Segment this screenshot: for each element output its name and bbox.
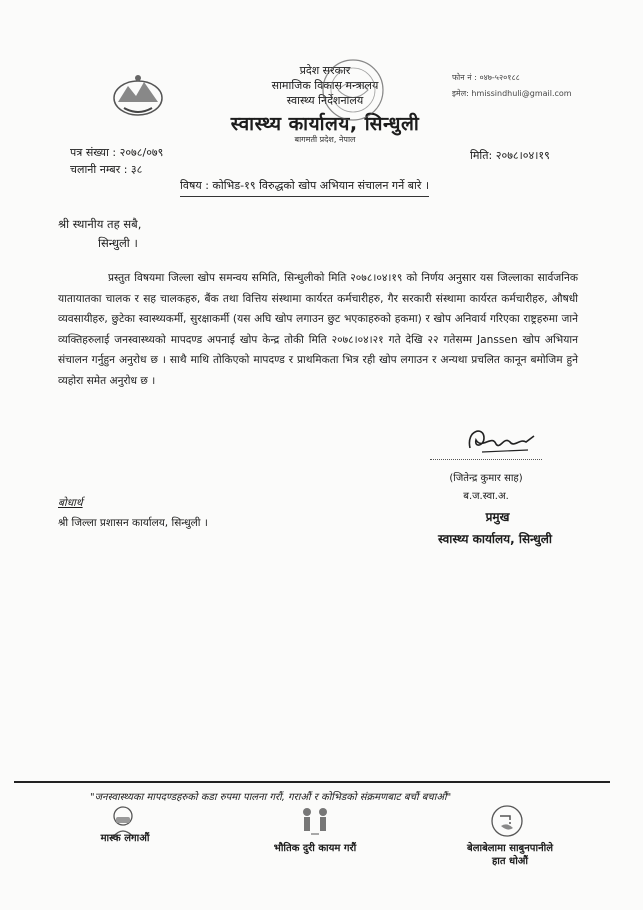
signature-icon bbox=[462, 420, 542, 460]
chief-office: स्वास्थ्य कार्यालय, सिन्धुली bbox=[437, 532, 553, 546]
footer-distance-label: भौतिक दुरी कायम गरौं bbox=[273, 843, 357, 854]
physical-distance-icon bbox=[298, 804, 332, 838]
province-name: बागमती प्रदेश, नेपाल bbox=[294, 135, 356, 144]
directorate-name: स्वास्थ्य निर्देशनालय bbox=[286, 94, 364, 107]
letter-date: मिति: २०७८।०४।१९ bbox=[470, 149, 550, 162]
reference-number: पत्र संख्या : २०७८/०७९ bbox=[70, 146, 164, 159]
signature-line bbox=[430, 459, 542, 460]
nepal-emblem-icon bbox=[110, 72, 166, 118]
handwash-icon bbox=[490, 804, 524, 838]
addressee-line-2: सिन्धुली । bbox=[98, 236, 138, 250]
office-title: स्वास्थ्य कार्यालय, सिन्धुली bbox=[230, 113, 420, 135]
ministry-name: सामाजिक विकास मन्त्रालय bbox=[271, 79, 379, 92]
footer-divider bbox=[14, 781, 610, 783]
government-name: प्रदेश सरकार bbox=[299, 64, 351, 77]
footer-handwash-label-1: बेलाबेलामा साबुनपानीले bbox=[466, 843, 553, 854]
cc-line: श्री जिल्ला प्रशासन कार्यालय, सिन्धुली । bbox=[58, 517, 208, 529]
footer-mask-label: मास्क लगाऔं bbox=[100, 833, 150, 844]
chief-title: प्रमुख bbox=[485, 510, 510, 524]
signatory-post: ब.ज.स्वा.अ. bbox=[463, 491, 509, 502]
footer-slogan: "जनस्वास्थ्यका मापदण्डहरुको कडा रुपमा पालना गरौं, गराऔं र कोभिडको संक्रमणबाट बचौं बचाऔं" bbox=[90, 792, 452, 803]
footer-handwash-label-2: हात धोऔं bbox=[491, 856, 529, 867]
email-address: इमेल: hmissindhuli@gmail.com bbox=[452, 89, 572, 98]
phone-number: फोन नं : ०४७-५२०१८८ bbox=[452, 73, 520, 82]
dispatch-number: चलानी नम्बर : ३८ bbox=[70, 163, 143, 176]
letter-body: प्रस्तुत विषयमा जिल्ला खोप समन्वय समिति, सिन्धुलीको मिति २०७८।०४।१९ को निर्णय अनुसार यस जिल्लाका सार्वजनिक यातायातका चालक र सह चालकहरु, बैंक तथा वित्तिय संस्थामा कार्यरत कर्मचारीहरु, गैर सरकारी संस्थामा कार्यरत कर्मचारीहरु, औषधी व्यवसायीहरु, छुटेका स्वास्थ्यकर्मी, सुरक्षाकर्मी (यस अघि खोप लगाउन छुट भएकाहरुको हकमा) र खोप अनिवार्य गरिएका राष्ट्रहरुमा जाने व्यक्तिहरुलाई जनस्वास्थ्यको मापदण्ड अपनाई खोप केन्द्र तोकी मिति २०७८।०४।२१ गते देखि २२ गतेसम्म Janssen खोप अभियान संचालन गर्नुहुन अनुरोध छ । साथै माथि तोकिएको मापदण्ड र प्राथमिकता भित्र रही खोप लगाउन र अन्यथा प्रचलित कानून बमोजिम हुने व्यहोरा समेत अनुरोध छ । bbox=[58, 272, 578, 387]
cc-heading: बोधार्थ bbox=[58, 497, 83, 509]
signatory-name: (जितेन्द्र कुमार साह) bbox=[449, 473, 523, 484]
office-seal-icon bbox=[318, 50, 388, 130]
addressee-line-1: श्री स्थानीय तह सबै, bbox=[58, 217, 142, 231]
letter-subject: विषय : कोभिड-१९ विरुद्धको खोप अभियान संचालन गर्ने बारे । bbox=[180, 178, 429, 197]
